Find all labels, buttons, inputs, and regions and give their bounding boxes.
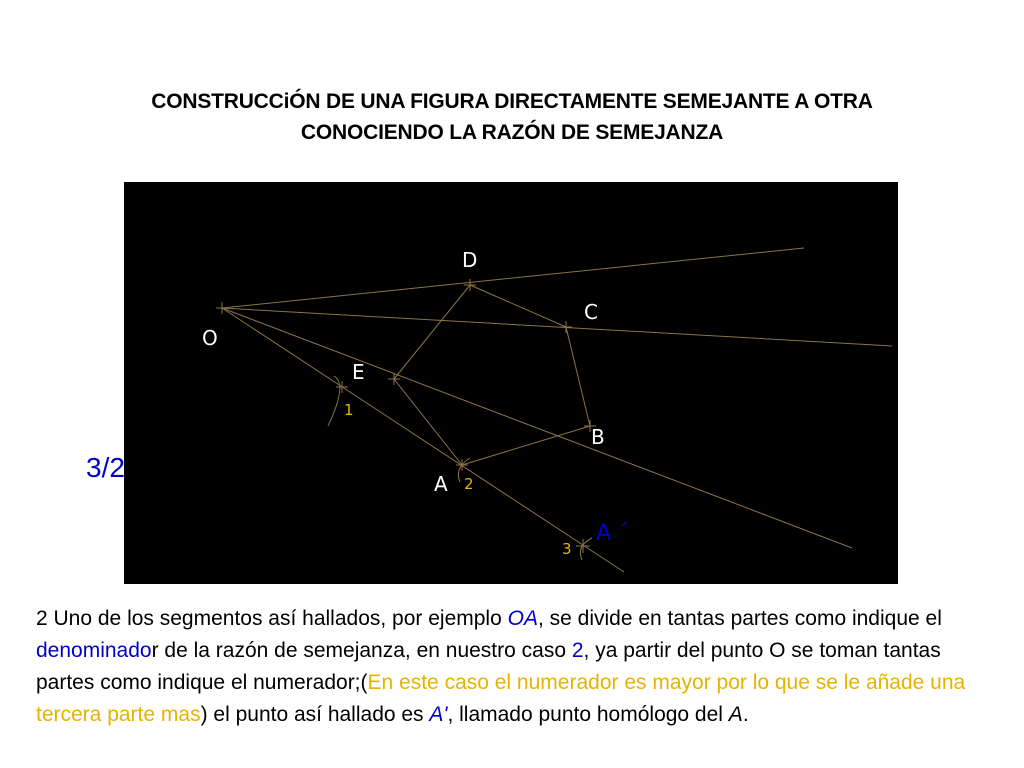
ray-o-e xyxy=(222,308,852,548)
para-note-yellow: En este caso el numerador es mayor por lo que se le añade una tercera parte mas xyxy=(36,671,966,726)
label-a: A xyxy=(434,472,448,496)
title-line-2: CONOCIENDO LA RAZÓN DE SEMEJANZA xyxy=(300,121,724,144)
point-1-mark xyxy=(336,381,348,393)
label-e: E xyxy=(352,360,365,384)
para-text-2: , se divide en tantas partes como indique el xyxy=(537,607,942,630)
explanation-paragraph xyxy=(36,603,996,731)
ratio-label: 3/2 xyxy=(86,452,125,483)
diagram-svg xyxy=(124,182,898,584)
edge-d-c xyxy=(470,285,566,327)
para-segment-oa: OA xyxy=(507,607,538,630)
ray-o-d xyxy=(222,248,804,308)
edge-b-a xyxy=(462,426,590,465)
point-d-mark xyxy=(464,279,476,291)
edge-e-d xyxy=(394,285,470,379)
para-text-4: , ya partir del punto O se toman tantas partes como indique el numerador;( xyxy=(36,639,941,694)
construction-diagram xyxy=(124,182,898,584)
division-arc-3 xyxy=(580,538,592,560)
para-denominador: denominado xyxy=(36,639,152,662)
label-a-prime: A ´ xyxy=(596,521,630,546)
label-division-2: 2 xyxy=(464,475,474,493)
label-d: D xyxy=(462,248,478,272)
point-a-prime-mark xyxy=(576,539,590,553)
label-c: C xyxy=(584,300,598,324)
title-line-1: CONSTRUCCiÓN DE UNA FIGURA DIRECTAMENTE SEMEJANTE A OTRA xyxy=(151,90,873,113)
para-a-prime: A' xyxy=(429,703,448,726)
label-b: B xyxy=(591,425,605,449)
para-text-3: r de la razón de semejanza, en nuestro caso xyxy=(151,639,572,662)
point-c-mark xyxy=(560,321,572,333)
label-division-3: 3 xyxy=(562,540,572,558)
division-arc-1 xyxy=(328,376,340,426)
label-division-1: 1 xyxy=(344,401,354,419)
para-text-5: ) el punto así hallado es xyxy=(200,703,430,726)
ray-o-c xyxy=(222,308,892,346)
para-text-1: 2 Uno de los segmentos así hallados, por ejemplo xyxy=(36,607,508,630)
para-text-6: , llamado punto homólogo del xyxy=(447,703,729,726)
para-text-7: . xyxy=(742,703,749,726)
page-title xyxy=(0,86,1024,148)
point-o-mark xyxy=(216,302,228,314)
edge-a-e xyxy=(394,379,462,465)
ray-o-a xyxy=(222,308,624,572)
edge-c-b xyxy=(566,327,590,426)
label-o: O xyxy=(202,326,218,350)
para-a: A xyxy=(728,703,743,726)
para-number-2: 2 xyxy=(571,639,584,662)
